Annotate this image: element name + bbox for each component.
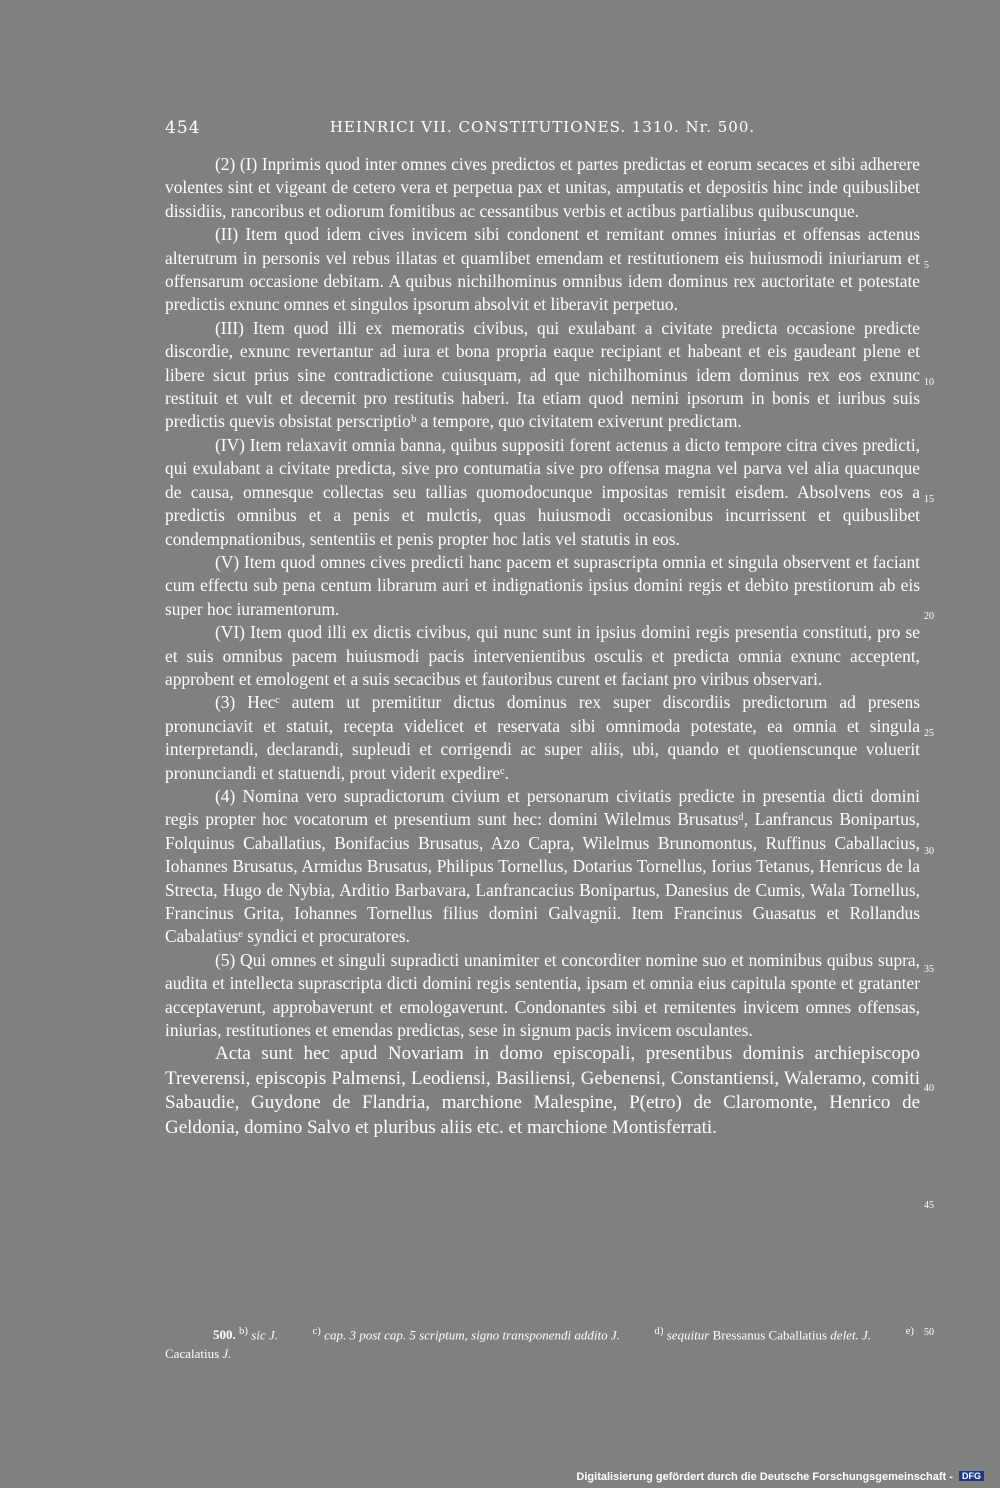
line-number: 40 — [924, 1083, 934, 1094]
footnote-text: J. — [222, 1346, 232, 1362]
paragraph-iv: (IV) Item relaxavit omnia banna, quibus suppositi forent actenus a dicto tempore citra cives predicti, qui exulabant a civitate predicta, sive pro contumatia sive pro offensa magna vel parva vel alia quacunque de causa, omnesque collectas seu tallias quomodocunque impositas remisit eisdem. Absolvens eos a predictis omnibus et a penis et mulctis, quas huiusmodi occasionibus incurrissent et quibuslibet condempnationibus, sententiis et penis propter hoc latis vel statutis in eos. — [165, 434, 920, 549]
footnote-mark: c) — [312, 1325, 321, 1337]
paragraph-4: (4) Nomina vero supradictorum civium et personarum civitatis predicte in presentia dicti domini regis propter hoc vocatorum et presentium sunt hec: domini Wilelmus Brusatusᵈ, Lanfrancus Bonipartus, Folquinus Caballatius, Bonifacius Brusatus, Azo Capra, Wilelmus Brunomontus, Ruffinus Caballacius, Iohannes Brusatus, Armidus Brusatus, Philipus Tornellus, Dotarius Tornellus, Iorius Tetanus, Henricus de la Strecta, Hugo de Nybia, Arditio Barbavara, Lanfrancacius Bonipartus, Danesius de Cumis, Wala Tornellus, Francinus Grita, Iohannes Tornellus filius domini Galvagnii. Item Francinus Guasatus et Rollandus Cabalatiusᵉ syndici et procuratores. — [165, 785, 920, 947]
footnote-entry-number: 500. — [213, 1327, 236, 1343]
line-number: 30 — [924, 846, 934, 857]
footnote-mark: e) — [905, 1325, 915, 1337]
footer-text: Digitalisierung gefördert durch die Deutsche Forschungsgemeinschaft - — [576, 1471, 953, 1483]
dfg-footer — [576, 1471, 984, 1485]
line-number: 25 — [924, 728, 934, 739]
footnote-mark: b) — [239, 1325, 249, 1337]
paragraph-3: (3) Hecᶜ autem ut premititur dictus dominus rex super discordiis predictorum ad presens pronunciavit et statuit, recepta videlicet et reservata sibi omnimoda potestate, ea omnia et singula interpretandi, declarandi, supleudi et corrigendi ac super aliis, ubi, quando et quotienscunque voluerit pronunciandi et statuendi, prout viderit expedireᶜ. — [165, 692, 920, 783]
footnote-text: Cacalatius — [165, 1346, 220, 1362]
paragraph-ii: (II) Item quod idem cives invicem sibi condonent et remitant omnes iniurias et offensas actenus alterutrum in personis vel rebus illatas et quamlibet emendam et restitutionem eis huiusmodi iniuriarum et offensarum occasione debitam. A quibus nichilhominus omnibus idem dominus rex auctoritate et potestate predictis exnunc omnes et singulos ipsorum absolvit et liberavit perpetuo. — [165, 224, 920, 315]
line-number: 15 — [924, 494, 934, 505]
paragraph-iii: (III) Item quod illi ex memoratis civibus, qui exulabant a civitate predicta occasione predicte discordie, exnunc revertantur ad iura et bona propria eaque recipiant et habeant et eis gaudeant plene et libere sicut prius sine contradictione cuiusquam, ad que nichilhominus idem dominus rex eos exnunc restituit et vult et decernit pro restitutis haberi. Ita etiam quod nemini ipsorum in bonis et iuribus suis predictis quevis obsistat perscriptioᵇ a tempore, quo civitatem exiverunt predictam. — [165, 317, 920, 432]
line-number: 20 — [924, 611, 934, 622]
footnote-text: cap. 3 post cap. 5 scriptum, signo transponendi addito J. — [324, 1327, 620, 1343]
dfg-logo-icon: DFG — [959, 1471, 984, 1481]
paragraph-vi: (VI) Item quod illi ex dictis civibus, qui nunc sunt in ipsius domini regis presentia constituti, pro se et suis omnibus pacem huiusmodi pacis intervenientibus osculis et predicta omnia exnunc acceptent, approbent et emologent et a suis secacibus et fautoribus curent et faciant pro viribus observari. — [165, 622, 920, 689]
line-number: 5 — [924, 260, 929, 271]
line-number: 45 — [924, 1200, 934, 1211]
footnote-text: Bressanus Caballatius — [712, 1327, 828, 1343]
footnote-text: sequitur — [666, 1327, 710, 1343]
page-number: 454 — [165, 118, 201, 138]
footnote-text: sic J. — [251, 1327, 278, 1343]
paragraph-2-i: (2) (I) Inprimis quod inter omnes cives predictos et partes predictas et eorum secaces et sibi adherere volentes sint et vigeant de cetero vera et perpetua pax et unitas, amputatis et depositis hinc inde quibuslibet dissidiis, rancoribus et odiorum fomitibus ac cessantibus verbis et actibus partialibus quibuscunque. — [165, 154, 920, 221]
paragraph-acta: Acta sunt hec apud Novariam in domo episcopali, presentibus dominis archiepiscopo Treverensi, episcopis Palmensi, Leodiensi, Basiliensi, Gebenensi, Constantiensi, Waleramo, comiti Sabaudie, Guydone de Flandria, marchione Malespine, P(etro) de Claromonte, Henrico de Geldonia, domino Salvo et pluribus aliis etc. et marchione Montisferrati. — [165, 1043, 920, 1138]
line-number: 10 — [924, 377, 934, 388]
footnote-mark: d) — [654, 1325, 664, 1337]
main-text — [165, 153, 920, 1140]
running-title: HEINRICI VII. CONSTITUTIONES. 1310. Nr. 500. — [329, 118, 756, 136]
footnotes — [165, 1322, 920, 1363]
footnote-line — [165, 1322, 920, 1363]
paragraph-5: (5) Qui omnes et singuli supradicti unanimiter et concorditer nomine suo et nominibus quibus supra, audita et intellecta suprascripta dicti domini regis sententia, ipsam et omnia eius capitula sponte et gratanter acceptaverunt, approbaverunt et emologaverunt. Condonantes sibi et remitentes invicem omnes offensas, iniurias, restitutiones et emendas predictas, sese in signum pacis invicem osculantes. — [165, 949, 920, 1041]
footnote-text: delet. J. — [830, 1327, 872, 1343]
page-header — [165, 118, 920, 140]
paragraph-v: (V) Item quod omnes cives predicti hanc pacem et suprascripta omnia et singula observent et faciant cum effectu sub pena centum librarum auri et indignationis ipsius domini regis et debito prestitorum ab eis super hoc iuramentorum. — [165, 551, 920, 619]
line-number: 50 — [924, 1327, 934, 1338]
line-number: 35 — [924, 964, 934, 975]
